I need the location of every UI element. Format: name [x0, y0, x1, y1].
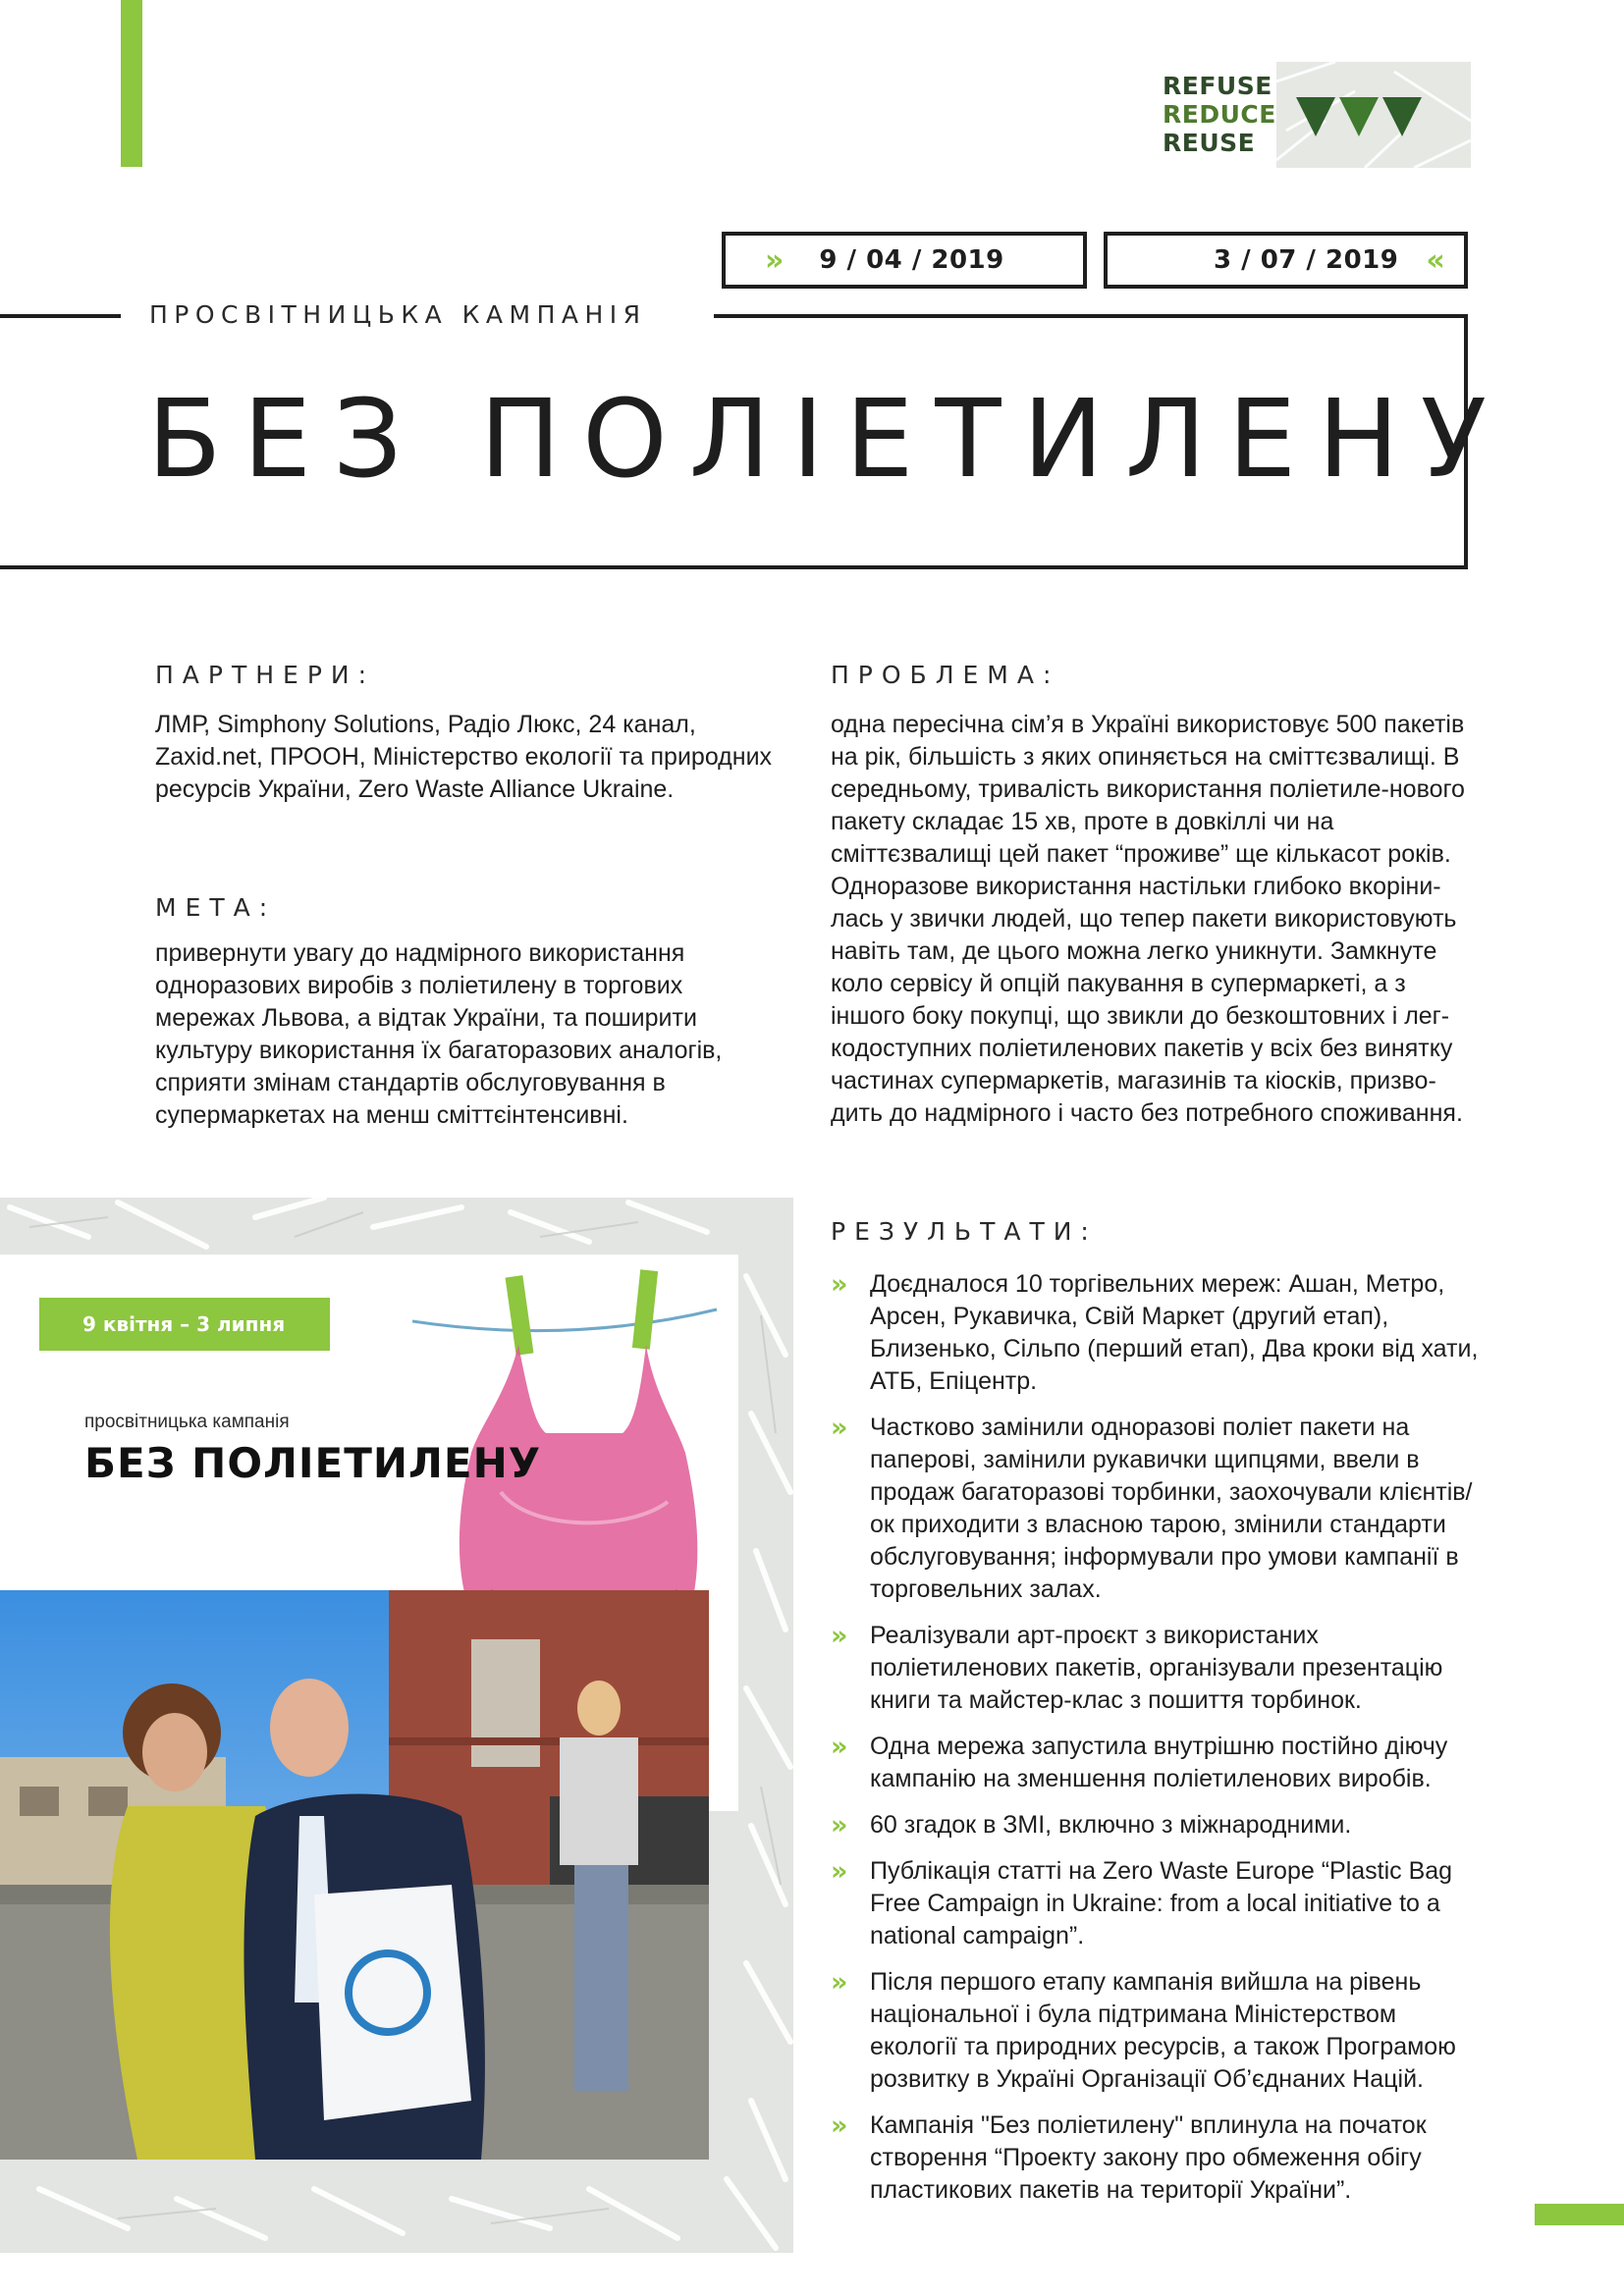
list-item — [831, 1855, 1479, 1952]
logo-triangles-icon — [1276, 62, 1471, 168]
bullet-chevron-icon: » — [831, 1413, 848, 1443]
campaign-kicker: ПРОСВІТНИЦЬКА КАМПАНІЯ — [149, 300, 647, 329]
bullet-chevron-icon: » — [831, 1967, 848, 1998]
frame-line-left — [0, 314, 121, 318]
logo-wordmark — [1163, 72, 1276, 157]
bullet-chevron-icon: » — [831, 1732, 848, 1762]
bullet-chevron-icon: » — [831, 1856, 848, 1887]
result-text: Частково замінили одноразові поліет пакети на паперові, замінили рукавички щипцями, ввели в продаж багаторазові торбинки, заохочували клієнтів/ок приходити з власною тарою, змінили стандарти обслуговування; інформували про умови кампанії в торговельних залах. — [870, 1414, 1473, 1603]
end-date-box — [1104, 232, 1468, 289]
frame-line-top — [714, 314, 1468, 318]
poster-kicker: просвітницька кампанія — [84, 1412, 290, 1432]
bullet-chevron-icon: » — [831, 1810, 848, 1841]
event-photo — [0, 1590, 709, 2160]
list-item — [831, 1731, 1479, 1795]
result-text: Після першого етапу кампанія вийшла на рівень національної і була підтримана Міністерством екології та природних ресурсів, а також Програмою розвитку в Україні Організації Об’єднаних Націй. — [870, 1968, 1456, 2093]
result-text: 60 згадок в ЗМІ, включно з міжнародними. — [870, 1811, 1352, 1839]
partners-heading: ПАРТНЕРИ: — [155, 661, 376, 689]
bullet-chevron-icon: » — [831, 2110, 848, 2141]
results-list — [831, 1268, 1479, 2220]
list-item — [831, 1620, 1479, 1717]
list-item — [831, 1268, 1479, 1398]
poster-title: БЕЗ ПОЛІЕТИЛЕНУ — [84, 1439, 542, 1487]
result-text: Реалізували арт-проєкт з використаних поліетиленових пакетів, організували презентацію книги та майстер-клас з пошиття торбинок. — [870, 1622, 1443, 1714]
results-heading: РЕЗУЛЬТАТИ: — [831, 1217, 1098, 1246]
start-date: 9 / 04 / 2019 — [819, 245, 1004, 275]
result-text: Публікація статті на Zero Waste Europe “Plastic Bag Free Campaign in Ukraine: from a local initiative to a national campaign”. — [870, 1857, 1453, 1949]
chevron-right-icon: » — [765, 242, 785, 278]
frame-line-bottom — [0, 565, 1468, 569]
end-date: 3 / 07 / 2019 — [1214, 245, 1399, 275]
problem-heading: ПРОБЛЕМА: — [831, 661, 1060, 689]
chevron-left-icon: « — [1426, 242, 1445, 278]
partners-text: ЛМР, Simphony Solutions, Радіо Люкс, 24 канал, Zaxid.net, ПРООН, Міністерство екології та природних ресурсів України, Zero Waste Alliance Ukraine. — [155, 711, 773, 803]
start-date-box — [722, 232, 1087, 289]
page-title: БЕЗ ПОЛІЕТИЛЕНУ — [147, 376, 1508, 502]
accent-bar-bottom — [1535, 2204, 1624, 2225]
result-text: Кампанія "Без поліетилену" вплинула на початок створення “Проекту закону про обмеження обігу пластикових пакетів на території України”. — [870, 2111, 1427, 2204]
bullet-chevron-icon: » — [831, 1621, 848, 1651]
logo-line-reuse: REUSE — [1163, 129, 1256, 157]
goal-text: привернути увагу до надмірного використання одноразових виробів з поліетилену в торгових мережах Львова, а відтак України, та поширити культуру використання їх багаторазових аналогів, сприяти змінам стандартів обслуговування в супермаркетах на менш сміттєінтенсивні. — [155, 939, 723, 1129]
logo-line-refuse: REFUSE — [1163, 72, 1272, 100]
poster-date-pill: 9 квітня – 3 липня — [39, 1298, 330, 1351]
bullet-chevron-icon: » — [831, 1269, 848, 1300]
problem-text: одна пересічна сім’я в Україні використовує 500 пакетів на рік, більшість з яких опиняється на сміттєзвалищі. В середньому, тривалість використання поліетиле-нового пакету складає 15 хв, проте в довкіллі чи на сміттєзвалищі цей пакет “проживе” ще кількасот років. Одноразове використання настільки глибоко вкоріни-лась у звички людей, що тепер пакети використовують навіть там, де цього можна легко уникнути. Замкнуте коло сервісу й опцій пакування в супермаркеті, а з іншого боку покупці, що звикли до безкоштовних і лег-кодоступних поліетиленових пакетів у всіх без винятку частинах супермаркетів, магазинів та кіосків, призво-дить до надмірного і часто без потребного споживання. — [831, 711, 1465, 1127]
list-item — [831, 2109, 1479, 2207]
list-item — [831, 1412, 1479, 1606]
result-text: Одна мережа запустила внутрішню постійно діючу кампанію на зменшення поліетиленових виробів. — [870, 1733, 1448, 1792]
list-item — [831, 1809, 1479, 1842]
logo-line-reduce: REDUCE — [1163, 100, 1276, 129]
goal-heading: МЕТА: — [155, 893, 277, 922]
accent-bar-top — [121, 0, 142, 167]
result-text: Доєдналося 10 торгівельних мереж: Ашан, Метро, Арсен, Рукавичка, Свій Маркет (другий етап), Близенько, Сільпо (перший етап), Два кроки від хати, АТБ, Епіцентр. — [870, 1270, 1479, 1395]
campaign-image-block — [0, 1198, 793, 2253]
list-item — [831, 1966, 1479, 2096]
